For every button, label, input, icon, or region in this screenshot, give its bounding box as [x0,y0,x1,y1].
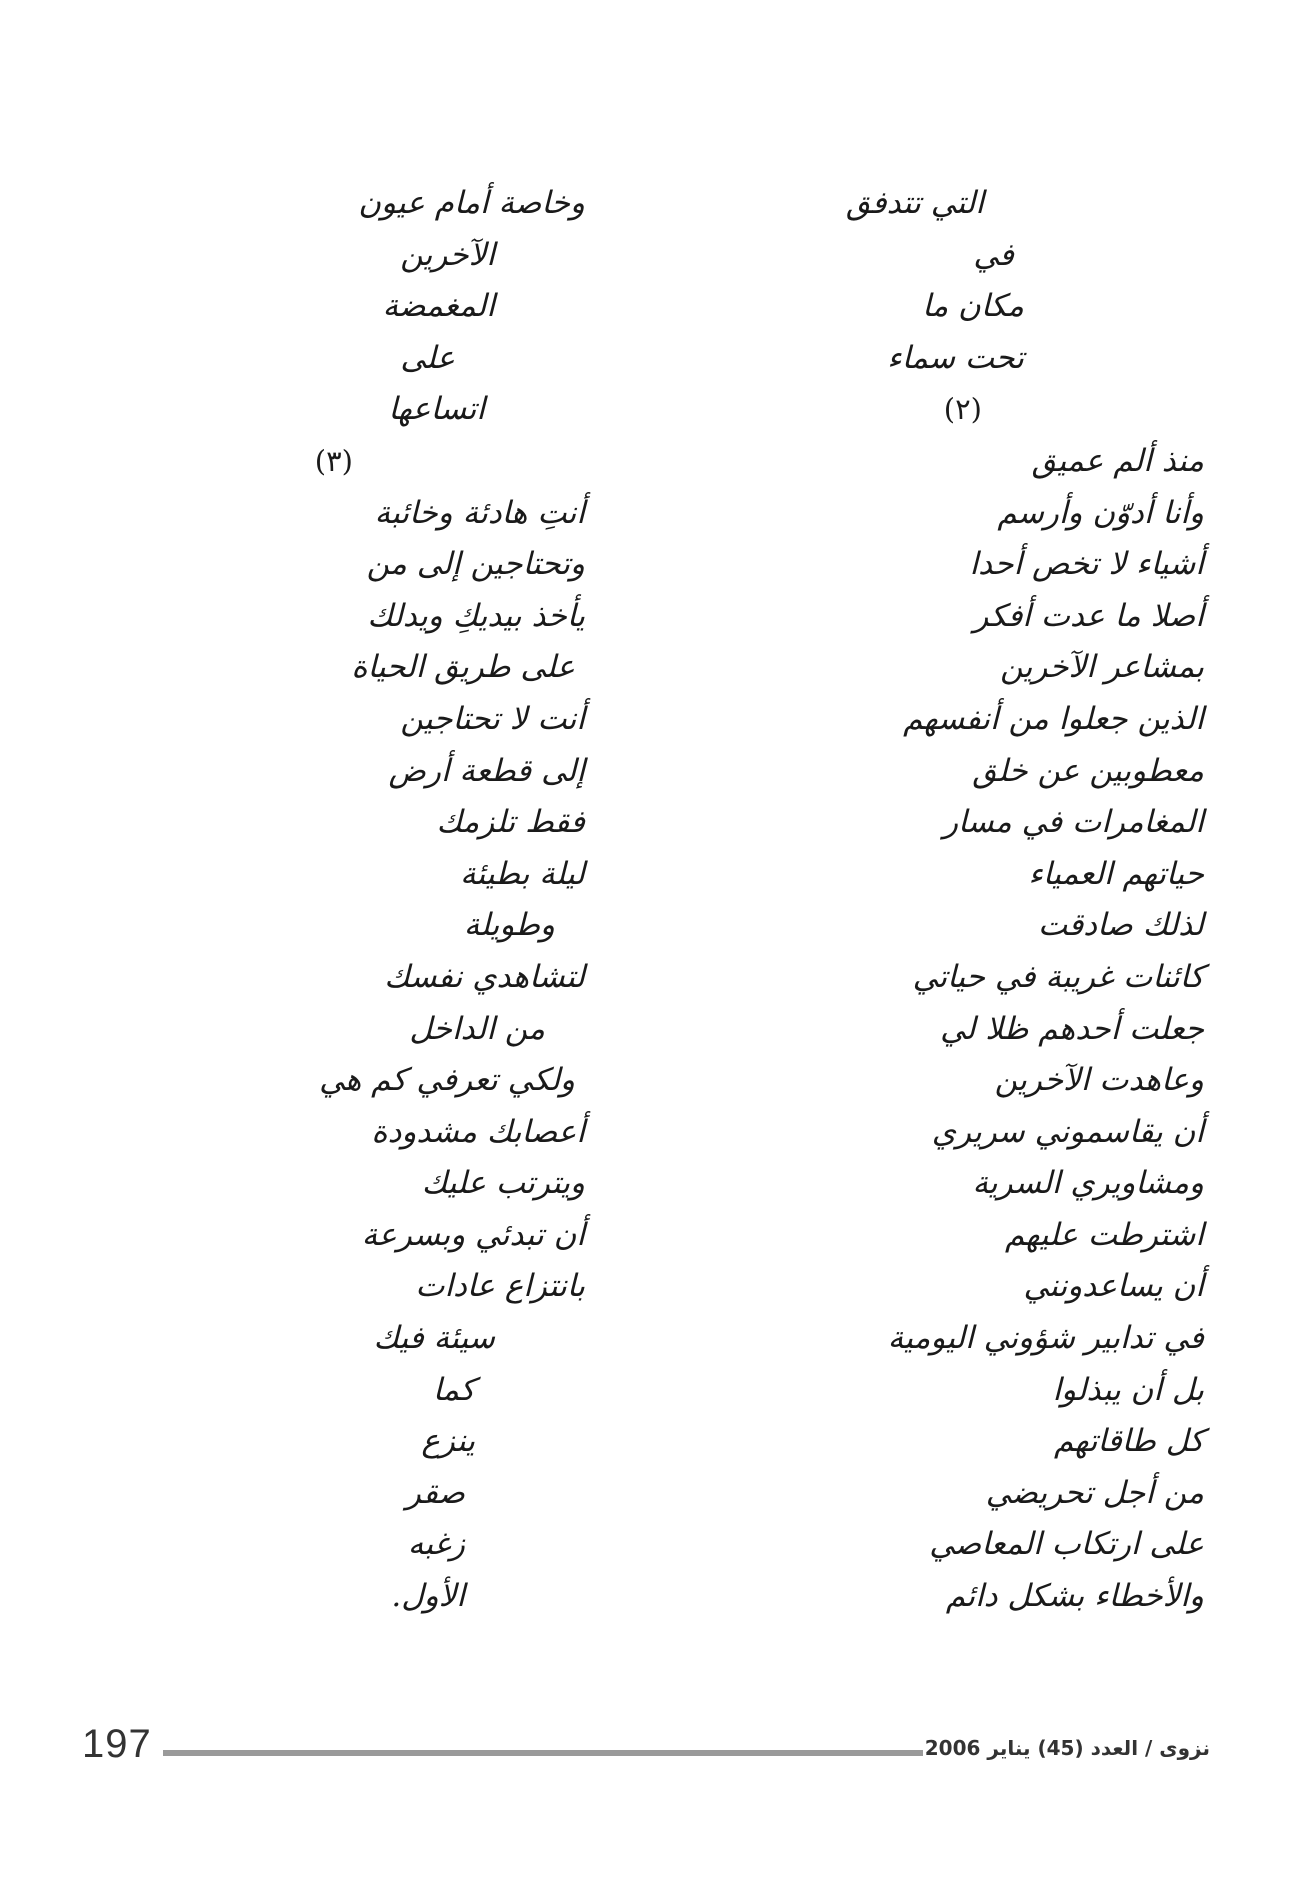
poem-line: أصلا ما عدت أفكر [973,597,1204,634]
poem-line: إلى قطعة أرض [388,752,585,789]
poem-line: الذين جعلوا من أنفسهم [903,700,1204,737]
footer-rule [163,1750,923,1756]
poem-line: مكان ما [922,288,1024,325]
poem-line: من الداخل [409,1010,545,1047]
poem-line: المغمضة [382,288,495,325]
poem-line: فقط تلزمك [436,804,585,841]
poem-line: وطويلة [463,907,555,944]
poem-line: يأخذ بيديكِ ويدلك [367,597,585,634]
poem-line: وعاهدت الآخرين [994,1062,1204,1099]
poem-line: وخاصة أمام عيون [358,185,585,221]
poem-line: معطوبين عن خلق [972,752,1204,789]
poem-line: أن يقاسموني سريري [931,1113,1204,1150]
poem-left-column [165,178,585,1623]
poem-line: على طريق الحياة [351,649,575,686]
poem-line: أشياء لا تخص أحدا [969,546,1204,583]
section-number: (٣) [314,443,353,478]
poem-line: زغبه [407,1526,465,1563]
poem-line: اتساعها [388,391,485,428]
poem-line: في [973,236,1014,273]
poem-line: الآخرين [400,236,495,273]
poem-line: والأخطاء بشكل دائم [945,1578,1204,1615]
poem-line: وأنا أدوّن وأرسم [997,494,1204,531]
poem-line: ويترتب عليك [421,1165,585,1202]
poem-line: بمشاعر الآخرين [1000,649,1204,686]
poem-line: حياتهم العمياء [1028,855,1204,892]
poem-line: على [400,339,455,376]
poem-line: من أجل تحريضي [985,1474,1204,1511]
poem-line: اشترطت عليهم [1004,1216,1204,1253]
section-number: (٢) [943,392,982,427]
poem-right-column [824,178,1204,1623]
poem-line: وتحتاجين إلى من [366,546,585,583]
poem-line: لتشاهدي نفسك [384,958,585,995]
page-number: 197 [82,1722,152,1766]
poem-line: بانتزاع عادات [415,1268,585,1305]
publication-footer: نزوى / العدد (45) يناير 2006 [924,1736,1210,1760]
poem-line: سيئة فيك [373,1320,495,1357]
poem-line: الأول. [391,1578,465,1615]
poem-line: بل أن يبذلوا [1052,1371,1204,1408]
poem-line: في تدابير شؤوني اليومية [887,1320,1204,1357]
poem-line: تحت سماء [887,339,1024,376]
poem-line: ليلة بطيئة [460,855,585,892]
poem-line: ومشاويري السرية [972,1165,1204,1202]
poem-line: ولكي تعرفي كم هي [319,1062,575,1099]
poem-line: أنتِ هادئة وخائبة [374,494,585,531]
poem-line: أنت لا تحتاجين [400,700,585,737]
poem-line: كل طاقاتهم [1053,1423,1204,1460]
poem-line: أن تبدئي وبسرعة [361,1216,585,1253]
poem-line: المغامرات في مسار [943,804,1204,841]
poem-line: أن يساعدونني [1023,1268,1204,1305]
poem-line: منذ ألم عميق [1031,442,1204,479]
poem-line: صقر [405,1474,465,1511]
poem-line: التي تتدفق [845,185,984,221]
poem-line: جعلت أحدهم ظلا لي [940,1010,1204,1047]
poem-line: ينزع [421,1423,475,1460]
poem-line: كما [432,1371,475,1408]
poem-line: لذلك صادقت [1038,907,1204,944]
poem-line: أعصابك مشدودة [371,1113,585,1150]
poem-line: على ارتكاب المعاصي [929,1526,1204,1563]
poem-line: كائنات غريبة في حياتي [912,958,1204,995]
